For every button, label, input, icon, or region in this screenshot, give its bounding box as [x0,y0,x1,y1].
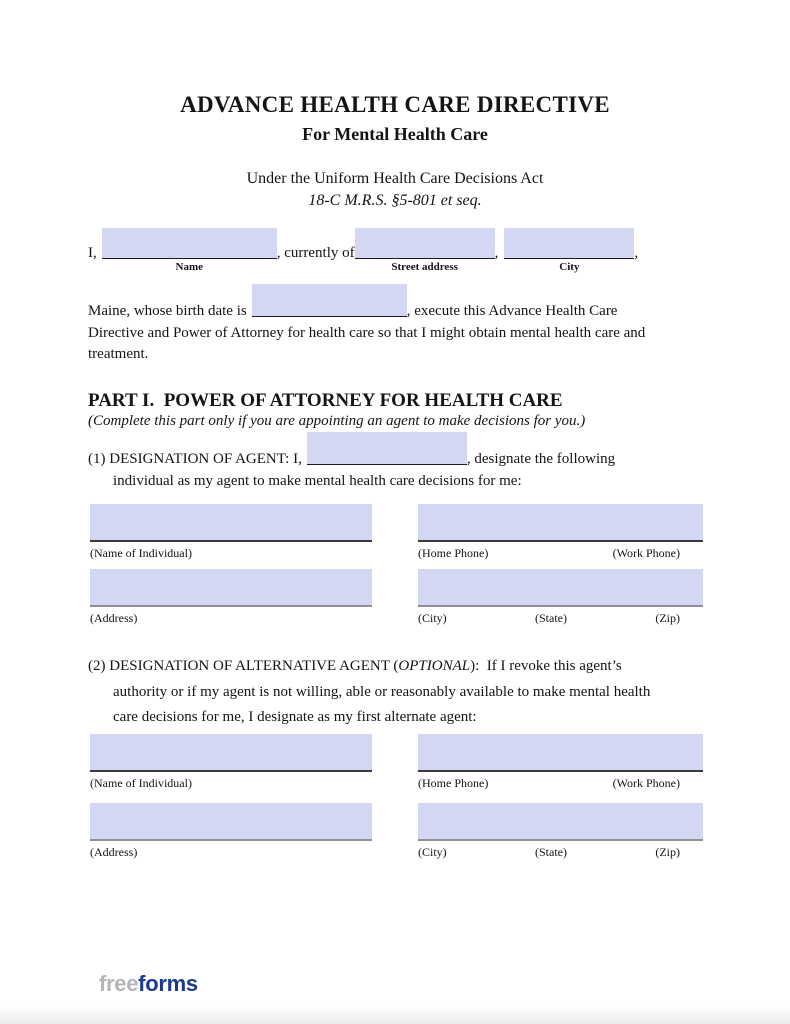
item1-line-1-suffix: , designate the following [466,451,616,467]
agent-work-phone-label: (Work Phone) [612,546,680,560]
item2-line-1 [88,656,622,676]
agent-state-label: (State) [535,611,567,625]
alt-agent-city-label: (City) [418,845,447,859]
intro-line-1 [88,243,639,273]
alt-agent-work-phone-label: (Work Phone) [612,776,680,790]
principal-name-input-fill[interactable] [307,432,467,464]
intro-name-input-fill[interactable] [102,228,277,258]
agent-city-state-zip-input[interactable] [418,569,703,607]
intro-birth-date-input-fill[interactable] [252,284,407,316]
intro-line-2 [88,301,617,321]
alt-agent-home-phone-label: (Home Phone) [418,776,489,790]
intro-city-caption: City [559,261,580,273]
page-bottom-shadow [0,1006,790,1024]
alt-agent-city-state-zip-input[interactable] [418,803,703,841]
alt-agent-address-input[interactable] [90,803,372,841]
item1-line-2: individual as my agent to make mental health care decisions for me: [113,473,522,489]
agent-phone-labels [418,546,680,561]
act-name-line: Under the Uniform Health Care Decisions Act [246,170,544,187]
intro-line-2-prefix: Maine, whose birth date is [88,303,247,319]
intro-line-3: Directive and Power of Attorney for health care so that I might obtain mental health care and [88,325,646,341]
principal-name-input[interactable] [307,450,467,465]
alt-agent-phone-labels [418,776,680,791]
document-subtitle: For Mental Health Care [302,124,488,144]
intro-street-address-caption: Street address [391,261,458,273]
item2-line-3: care decisions for me, I designate as my first alternate agent: [113,709,477,725]
agent-home-phone-label: (Home Phone) [418,546,489,560]
intro-street-address-input-fill[interactable] [355,228,495,258]
intro-street-address-input[interactable] [355,244,495,273]
alt-agent-phone-input[interactable] [418,734,703,772]
agent-address-input[interactable] [90,569,372,607]
alt-agent-city-state-zip-labels [418,845,680,860]
intro-line-1-prefix: I, [88,245,97,261]
brand-free-text: free [99,971,139,996]
intro-line-1-mid: , currently of [276,245,355,261]
agent-city-state-zip-labels [418,611,680,626]
agent-address-label: (Address) [90,611,138,625]
agent-city-label: (City) [418,611,447,625]
freeforms-logo [99,971,198,997]
agent-phone-input[interactable] [418,504,703,542]
item1-line-1 [88,449,615,469]
alt-agent-name-input[interactable] [90,734,372,772]
item2-optional-text: OPTIONAL [398,658,471,674]
agent-name-input[interactable] [90,504,372,542]
intro-city-input-fill[interactable] [504,228,634,258]
intro-name-caption: Name [175,261,203,273]
alt-agent-state-label: (State) [535,845,567,859]
intro-line-4: treatment. [88,346,149,362]
intro-comma-1: , [494,245,499,261]
item2-line-1-pre: (2) DESIGNATION OF ALTERNATIVE AGENT ( [88,658,399,674]
intro-line-2-suffix: , execute this Advance Health Care [406,303,618,319]
item1-line-1-prefix: (1) DESIGNATION OF AGENT: I, [88,451,302,467]
item2-line-1-post: ): If I revoke this agent’s [470,658,622,674]
part1-note: (Complete this part only if you are appointing an agent to make decisions for you.) [88,413,586,429]
agent-name-label: (Name of Individual) [90,546,192,560]
intro-name-input[interactable] [102,244,277,273]
agent-zip-label: (Zip) [655,611,680,625]
intro-comma-2: , [634,245,639,261]
intro-city-input[interactable] [504,244,634,273]
brand-forms-text: forms [138,971,198,996]
item2-line-2: authority or if my agent is not willing, able or reasonably available to make mental health [113,684,651,700]
alt-agent-name-label: (Name of Individual) [90,776,192,790]
document-title: ADVANCE HEALTH CARE DIRECTIVE [180,92,610,117]
part1-heading: PART I. POWER OF ATTORNEY FOR HEALTH CARE [88,390,563,411]
alt-agent-zip-label: (Zip) [655,845,680,859]
intro-birth-date-input[interactable] [252,302,407,317]
statute-citation-line: 18-C M.R.S. §5-801 et seq. [308,192,482,209]
alt-agent-address-label: (Address) [90,845,138,859]
